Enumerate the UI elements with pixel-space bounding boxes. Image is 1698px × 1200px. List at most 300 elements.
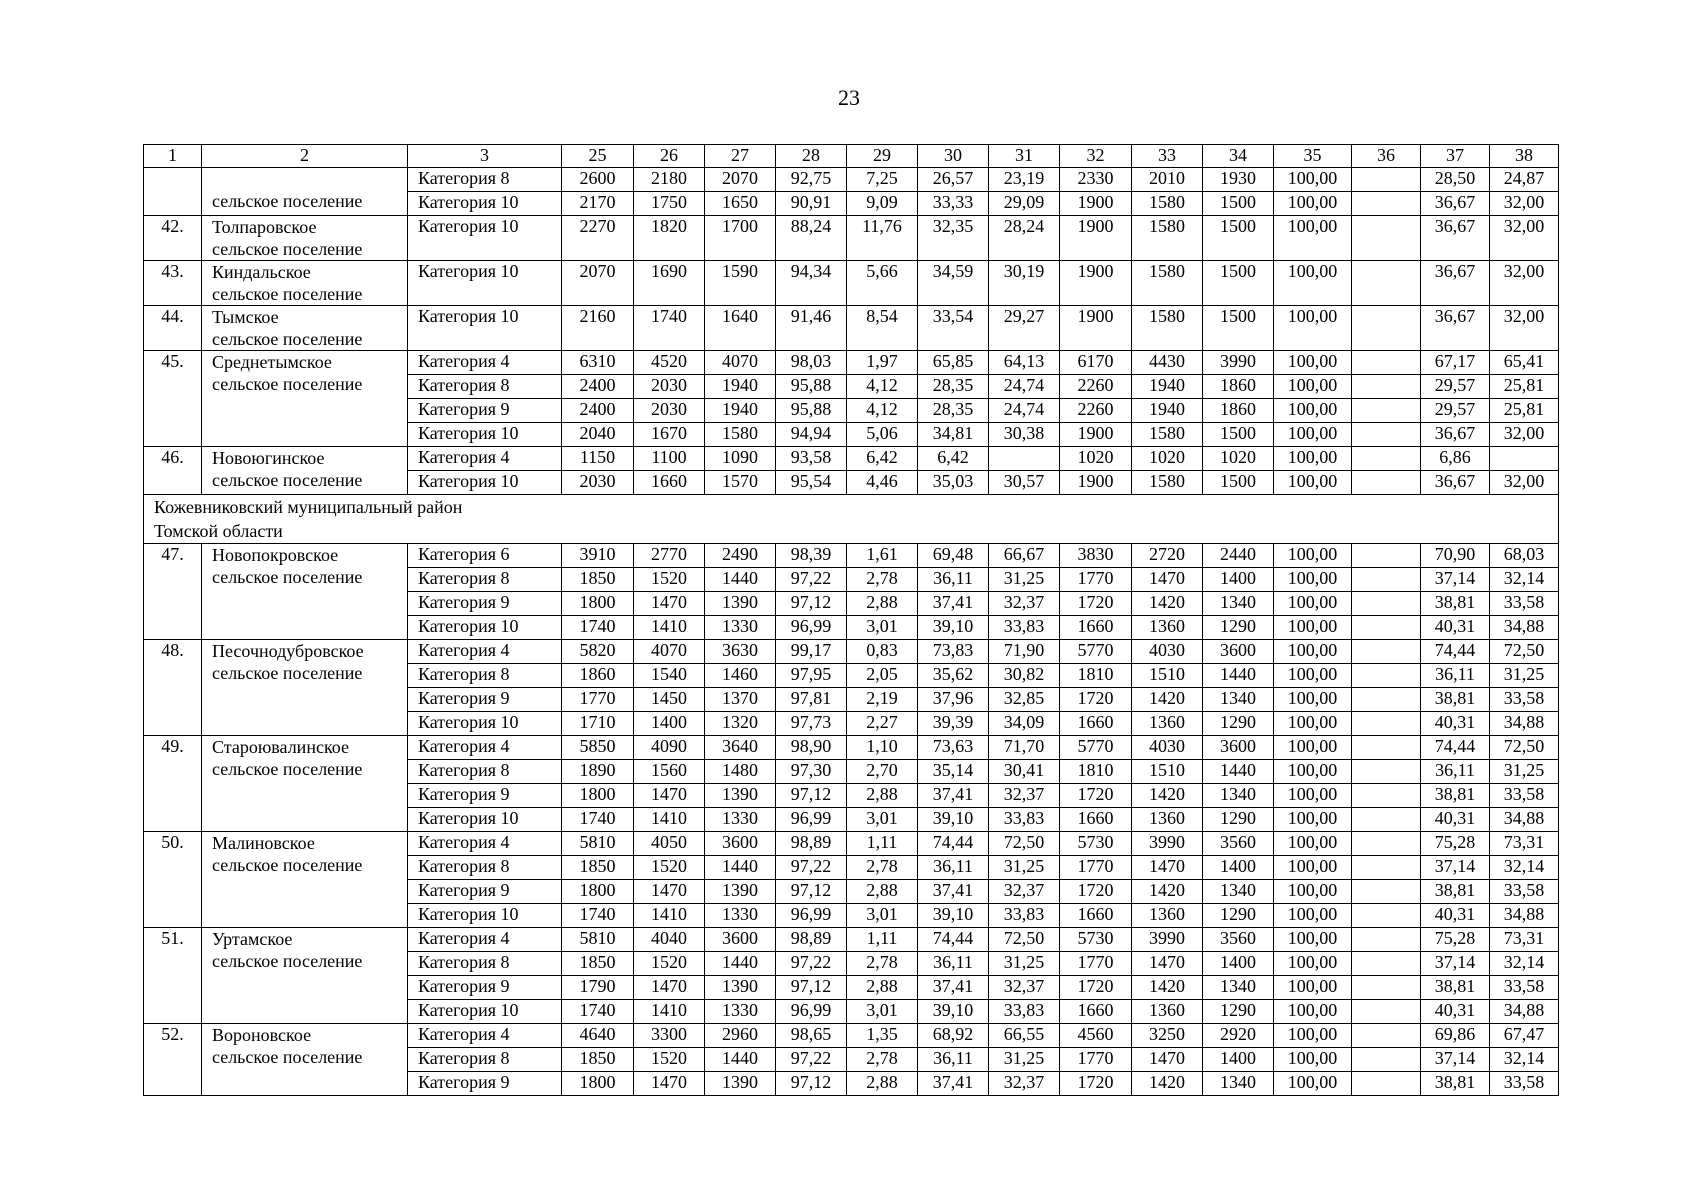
value-cell: 1,11 — [847, 832, 918, 856]
value-cell: 3910 — [562, 544, 634, 568]
value-cell: 4050 — [634, 832, 705, 856]
value-cell: 32,14 — [1490, 952, 1559, 976]
value-cell — [1352, 471, 1421, 495]
value-cell: 32,14 — [1490, 1048, 1559, 1072]
value-cell: 34,88 — [1490, 712, 1559, 736]
value-cell: 1850 — [562, 1048, 634, 1072]
settlement-name — [202, 832, 408, 928]
category-cell: Категория 4 — [408, 351, 562, 375]
category-cell: Категория 8 — [408, 375, 562, 399]
value-cell: 1590 — [705, 261, 776, 306]
settlement-name — [202, 640, 408, 736]
value-cell: 100,00 — [1274, 904, 1352, 928]
value-cell: 34,59 — [918, 261, 989, 306]
value-cell: 37,14 — [1421, 568, 1490, 592]
value-cell: 1360 — [1132, 808, 1203, 832]
value-cell: 1470 — [1132, 856, 1203, 880]
value-cell: 97,12 — [776, 1072, 847, 1096]
settlement-name — [202, 168, 408, 216]
value-cell — [1352, 664, 1421, 688]
value-cell: 2,88 — [847, 1072, 918, 1096]
value-cell — [1352, 760, 1421, 784]
settlement-name-line: сельское поселение — [212, 663, 363, 683]
value-cell: 94,94 — [776, 423, 847, 447]
value-cell: 1360 — [1132, 1000, 1203, 1024]
category-cell: Категория 4 — [408, 928, 562, 952]
value-cell: 33,83 — [989, 1000, 1060, 1024]
value-cell — [1352, 592, 1421, 616]
value-cell: 1800 — [562, 592, 634, 616]
value-cell: 100,00 — [1274, 976, 1352, 1000]
category-cell: Категория 9 — [408, 399, 562, 423]
value-cell: 97,22 — [776, 856, 847, 880]
value-cell: 4,46 — [847, 471, 918, 495]
value-cell — [1352, 192, 1421, 216]
settlement-name-line: Новоюгинское — [212, 448, 325, 468]
column-header: 1 — [144, 145, 202, 168]
value-cell: 100,00 — [1274, 880, 1352, 904]
value-cell: 1370 — [705, 688, 776, 712]
value-cell: 1100 — [634, 447, 705, 471]
value-cell: 1940 — [1132, 399, 1203, 423]
value-cell: 1860 — [1203, 399, 1274, 423]
value-cell: 40,31 — [1421, 712, 1490, 736]
value-cell: 1440 — [705, 1048, 776, 1072]
settlement-name-line: сельское поселение — [212, 855, 363, 875]
value-cell: 1390 — [705, 1072, 776, 1096]
table-row — [144, 928, 1559, 952]
value-cell: 33,58 — [1490, 688, 1559, 712]
value-cell: 28,35 — [918, 399, 989, 423]
value-cell — [1352, 168, 1421, 192]
value-cell: 29,09 — [989, 192, 1060, 216]
value-cell: 5,06 — [847, 423, 918, 447]
settlement-name — [202, 544, 408, 640]
value-cell: 92,75 — [776, 168, 847, 192]
value-cell: 30,82 — [989, 664, 1060, 688]
value-cell — [1352, 976, 1421, 1000]
category-cell: Категория 10 — [408, 261, 562, 306]
value-cell: 1580 — [1132, 306, 1203, 351]
value-cell — [1352, 1000, 1421, 1024]
row-index — [144, 168, 202, 216]
settlement-name-line: Новопокровское — [212, 545, 339, 565]
value-cell: 28,35 — [918, 375, 989, 399]
value-cell: 98,39 — [776, 544, 847, 568]
value-cell: 100,00 — [1274, 856, 1352, 880]
table-header — [144, 145, 1559, 168]
value-cell: 68,03 — [1490, 544, 1559, 568]
value-cell: 29,27 — [989, 306, 1060, 351]
value-cell: 1330 — [705, 1000, 776, 1024]
column-header: 33 — [1132, 145, 1203, 168]
category-cell: Категория 9 — [408, 1072, 562, 1096]
value-cell: 1560 — [634, 760, 705, 784]
value-cell: 71,70 — [989, 736, 1060, 760]
value-cell: 1440 — [1203, 664, 1274, 688]
value-cell: 1720 — [1060, 1072, 1132, 1096]
value-cell: 32,37 — [989, 1072, 1060, 1096]
value-cell: 1510 — [1132, 760, 1203, 784]
value-cell: 1470 — [634, 592, 705, 616]
value-cell: 100,00 — [1274, 760, 1352, 784]
value-cell: 100,00 — [1274, 808, 1352, 832]
value-cell: 1570 — [705, 471, 776, 495]
value-cell — [1352, 1024, 1421, 1048]
value-cell: 2,27 — [847, 712, 918, 736]
value-cell: 1900 — [1060, 216, 1132, 261]
column-header: 26 — [634, 145, 705, 168]
value-cell: 1640 — [705, 306, 776, 351]
category-cell: Категория 8 — [408, 1048, 562, 1072]
value-cell: 4520 — [634, 351, 705, 375]
value-cell: 1420 — [1132, 1072, 1203, 1096]
value-cell: 1340 — [1203, 592, 1274, 616]
column-header: 37 — [1421, 145, 1490, 168]
value-cell: 1580 — [1132, 423, 1203, 447]
value-cell: 38,81 — [1421, 1072, 1490, 1096]
table-row — [144, 261, 1559, 306]
value-cell: 1470 — [1132, 1048, 1203, 1072]
value-cell: 1440 — [705, 568, 776, 592]
category-cell: Категория 10 — [408, 471, 562, 495]
settlement-name — [202, 351, 408, 447]
value-cell: 39,10 — [918, 904, 989, 928]
value-cell: 1900 — [1060, 423, 1132, 447]
value-cell: 72,50 — [989, 928, 1060, 952]
value-cell: 6,42 — [847, 447, 918, 471]
value-cell: 97,22 — [776, 1048, 847, 1072]
value-cell: 24,74 — [989, 375, 1060, 399]
value-cell — [1352, 568, 1421, 592]
value-cell: 37,41 — [918, 1072, 989, 1096]
value-cell: 2,88 — [847, 784, 918, 808]
column-header: 36 — [1352, 145, 1421, 168]
value-cell: 1400 — [1203, 952, 1274, 976]
value-cell: 5730 — [1060, 928, 1132, 952]
settlement-name — [202, 216, 408, 261]
table-row — [144, 447, 1559, 471]
value-cell: 40,31 — [1421, 904, 1490, 928]
value-cell: 3250 — [1132, 1024, 1203, 1048]
settlement-name-line: Вороновское — [212, 1025, 312, 1045]
category-cell: Категория 10 — [408, 423, 562, 447]
value-cell: 1740 — [634, 306, 705, 351]
category-cell: Категория 10 — [408, 216, 562, 261]
value-cell: 96,99 — [776, 616, 847, 640]
value-cell: 30,19 — [989, 261, 1060, 306]
column-header: 25 — [562, 145, 634, 168]
settlement-name-line: Толпаровское — [212, 217, 317, 237]
value-cell: 1850 — [562, 568, 634, 592]
value-cell: 37,14 — [1421, 952, 1490, 976]
value-cell: 3600 — [705, 928, 776, 952]
value-cell — [1352, 736, 1421, 760]
value-cell: 2070 — [705, 168, 776, 192]
settlement-name-line: Староювалинское — [212, 737, 349, 757]
value-cell: 36,11 — [918, 568, 989, 592]
value-cell: 97,73 — [776, 712, 847, 736]
value-cell: 31,25 — [1490, 664, 1559, 688]
value-cell: 95,88 — [776, 399, 847, 423]
settlement-name-line: сельское поселение — [212, 284, 363, 304]
value-cell: 66,67 — [989, 544, 1060, 568]
value-cell: 2,78 — [847, 1048, 918, 1072]
settlement-name — [202, 447, 408, 495]
value-cell: 6310 — [562, 351, 634, 375]
value-cell: 1020 — [1203, 447, 1274, 471]
category-cell: Категория 10 — [408, 616, 562, 640]
value-cell: 1500 — [1203, 306, 1274, 351]
value-cell: 74,44 — [918, 928, 989, 952]
value-cell: 1670 — [634, 423, 705, 447]
value-cell: 100,00 — [1274, 447, 1352, 471]
value-cell: 5770 — [1060, 640, 1132, 664]
settlement-name-line: сельское поселение — [212, 239, 363, 259]
row-index: 47. — [144, 544, 202, 640]
value-cell: 73,31 — [1490, 928, 1559, 952]
value-cell: 75,28 — [1421, 832, 1490, 856]
value-cell: 1720 — [1060, 880, 1132, 904]
value-cell: 5730 — [1060, 832, 1132, 856]
category-cell: Категория 9 — [408, 880, 562, 904]
row-index: 51. — [144, 928, 202, 1024]
category-cell: Категория 8 — [408, 664, 562, 688]
column-header: 28 — [776, 145, 847, 168]
value-cell: 1,10 — [847, 736, 918, 760]
value-cell: 2440 — [1203, 544, 1274, 568]
value-cell: 3630 — [705, 640, 776, 664]
value-cell: 31,25 — [989, 952, 1060, 976]
value-cell: 95,54 — [776, 471, 847, 495]
value-cell: 11,76 — [847, 216, 918, 261]
row-index: 50. — [144, 832, 202, 928]
value-cell: 1390 — [705, 592, 776, 616]
category-cell: Категория 10 — [408, 192, 562, 216]
value-cell: 100,00 — [1274, 1024, 1352, 1048]
value-cell: 1410 — [634, 808, 705, 832]
value-cell: 31,25 — [1490, 760, 1559, 784]
value-cell: 32,85 — [989, 688, 1060, 712]
row-index: 52. — [144, 1024, 202, 1096]
value-cell — [1352, 375, 1421, 399]
value-cell: 1770 — [1060, 568, 1132, 592]
value-cell: 1290 — [1203, 904, 1274, 928]
value-cell: 100,00 — [1274, 1000, 1352, 1024]
value-cell — [1352, 351, 1421, 375]
value-cell: 1400 — [634, 712, 705, 736]
value-cell: 2,70 — [847, 760, 918, 784]
value-cell: 29,57 — [1421, 375, 1490, 399]
value-cell: 34,88 — [1490, 1000, 1559, 1024]
value-cell: 1480 — [705, 760, 776, 784]
value-cell: 30,41 — [989, 760, 1060, 784]
value-cell: 2920 — [1203, 1024, 1274, 1048]
value-cell: 100,00 — [1274, 616, 1352, 640]
settlement-name-line: сельское поселение — [212, 470, 363, 490]
value-cell: 36,67 — [1421, 423, 1490, 447]
value-cell: 67,17 — [1421, 351, 1490, 375]
value-cell: 36,67 — [1421, 261, 1490, 306]
value-cell: 37,14 — [1421, 1048, 1490, 1072]
value-cell: 32,14 — [1490, 856, 1559, 880]
column-header: 30 — [918, 145, 989, 168]
value-cell: 1420 — [1132, 880, 1203, 904]
value-cell: 1390 — [705, 976, 776, 1000]
table-row — [144, 1024, 1559, 1048]
value-cell: 38,81 — [1421, 880, 1490, 904]
value-cell: 32,14 — [1490, 568, 1559, 592]
value-cell: 100,00 — [1274, 306, 1352, 351]
value-cell: 1330 — [705, 904, 776, 928]
value-cell: 1790 — [562, 976, 634, 1000]
value-cell — [1352, 808, 1421, 832]
category-cell: Категория 10 — [408, 306, 562, 351]
value-cell: 98,90 — [776, 736, 847, 760]
table-row — [144, 351, 1559, 375]
value-cell: 37,41 — [918, 976, 989, 1000]
value-cell: 1330 — [705, 808, 776, 832]
value-cell — [1490, 447, 1559, 471]
value-cell: 1520 — [634, 856, 705, 880]
value-cell: 1720 — [1060, 688, 1132, 712]
value-cell: 1420 — [1132, 976, 1203, 1000]
value-cell: 1660 — [1060, 1000, 1132, 1024]
value-cell: 99,17 — [776, 640, 847, 664]
value-cell: 94,34 — [776, 261, 847, 306]
value-cell: 74,44 — [918, 832, 989, 856]
value-cell: 1740 — [562, 808, 634, 832]
value-cell: 97,95 — [776, 664, 847, 688]
value-cell: 2260 — [1060, 375, 1132, 399]
settlement-name-line: сельское поселение — [212, 759, 363, 779]
value-cell: 1420 — [1132, 784, 1203, 808]
tariff-table — [143, 144, 1559, 1096]
value-cell: 1800 — [562, 1072, 634, 1096]
value-cell: 35,62 — [918, 664, 989, 688]
value-cell: 66,55 — [989, 1024, 1060, 1048]
value-cell: 3600 — [1203, 640, 1274, 664]
column-header: 32 — [1060, 145, 1132, 168]
value-cell: 2160 — [562, 306, 634, 351]
value-cell: 3990 — [1132, 928, 1203, 952]
value-cell: 4,12 — [847, 399, 918, 423]
value-cell: 100,00 — [1274, 375, 1352, 399]
category-cell: Категория 8 — [408, 568, 562, 592]
value-cell: 1820 — [634, 216, 705, 261]
value-cell: 33,83 — [989, 808, 1060, 832]
value-cell: 1540 — [634, 664, 705, 688]
value-cell: 36,67 — [1421, 471, 1490, 495]
value-cell: 5810 — [562, 928, 634, 952]
category-cell: Категория 9 — [408, 976, 562, 1000]
value-cell: 4030 — [1132, 736, 1203, 760]
value-cell: 1810 — [1060, 760, 1132, 784]
settlement-name-line: сельское поселение — [212, 567, 363, 587]
value-cell: 1500 — [1203, 192, 1274, 216]
value-cell: 1580 — [1132, 471, 1203, 495]
row-index: 49. — [144, 736, 202, 832]
value-cell: 4070 — [705, 351, 776, 375]
value-cell: 73,63 — [918, 736, 989, 760]
value-cell: 3990 — [1132, 832, 1203, 856]
value-cell: 36,67 — [1421, 306, 1490, 351]
value-cell: 9,09 — [847, 192, 918, 216]
settlement-name-line: Киндальское — [212, 262, 311, 282]
value-cell: 2720 — [1132, 544, 1203, 568]
category-cell: Категория 4 — [408, 736, 562, 760]
value-cell: 100,00 — [1274, 1048, 1352, 1072]
value-cell: 100,00 — [1274, 640, 1352, 664]
value-cell: 1860 — [1203, 375, 1274, 399]
settlement-name — [202, 261, 408, 306]
value-cell: 1290 — [1203, 616, 1274, 640]
value-cell: 1850 — [562, 856, 634, 880]
value-cell: 1410 — [634, 616, 705, 640]
value-cell: 1500 — [1203, 261, 1274, 306]
value-cell: 40,31 — [1421, 1000, 1490, 1024]
value-cell: 88,24 — [776, 216, 847, 261]
value-cell: 1940 — [705, 399, 776, 423]
value-cell: 1440 — [1203, 760, 1274, 784]
value-cell: 71,90 — [989, 640, 1060, 664]
value-cell: 1720 — [1060, 592, 1132, 616]
row-index: 42. — [144, 216, 202, 261]
value-cell: 1890 — [562, 760, 634, 784]
value-cell: 100,00 — [1274, 399, 1352, 423]
value-cell: 67,47 — [1490, 1024, 1559, 1048]
value-cell: 33,54 — [918, 306, 989, 351]
value-cell: 2180 — [634, 168, 705, 192]
value-cell: 1650 — [705, 192, 776, 216]
category-cell: Категория 9 — [408, 784, 562, 808]
value-cell: 2,19 — [847, 688, 918, 712]
value-cell: 4030 — [1132, 640, 1203, 664]
value-cell: 1800 — [562, 784, 634, 808]
value-cell — [1352, 712, 1421, 736]
table-row — [144, 736, 1559, 760]
value-cell: 34,88 — [1490, 808, 1559, 832]
settlement-name-line: Малиновское — [212, 833, 315, 853]
value-cell: 3600 — [1203, 736, 1274, 760]
value-cell: 1940 — [705, 375, 776, 399]
value-cell: 1940 — [1132, 375, 1203, 399]
value-cell: 74,44 — [1421, 640, 1490, 664]
value-cell: 65,41 — [1490, 351, 1559, 375]
value-cell: 25,81 — [1490, 399, 1559, 423]
value-cell: 23,19 — [989, 168, 1060, 192]
value-cell: 96,99 — [776, 904, 847, 928]
value-cell: 38,81 — [1421, 976, 1490, 1000]
settlement-name-line: Песочнодубровское — [212, 641, 364, 661]
table-row — [144, 544, 1559, 568]
value-cell: 95,88 — [776, 375, 847, 399]
table-row — [144, 216, 1559, 261]
value-cell: 1150 — [562, 447, 634, 471]
category-cell: Категория 4 — [408, 447, 562, 471]
value-cell: 5,66 — [847, 261, 918, 306]
value-cell: 2,78 — [847, 568, 918, 592]
value-cell: 35,14 — [918, 760, 989, 784]
value-cell: 100,00 — [1274, 664, 1352, 688]
value-cell — [1352, 688, 1421, 712]
value-cell: 2040 — [562, 423, 634, 447]
value-cell: 2960 — [705, 1024, 776, 1048]
value-cell: 1090 — [705, 447, 776, 471]
settlement-name-line: сельское поселение — [212, 191, 363, 211]
value-cell: 39,10 — [918, 808, 989, 832]
value-cell: 2070 — [562, 261, 634, 306]
